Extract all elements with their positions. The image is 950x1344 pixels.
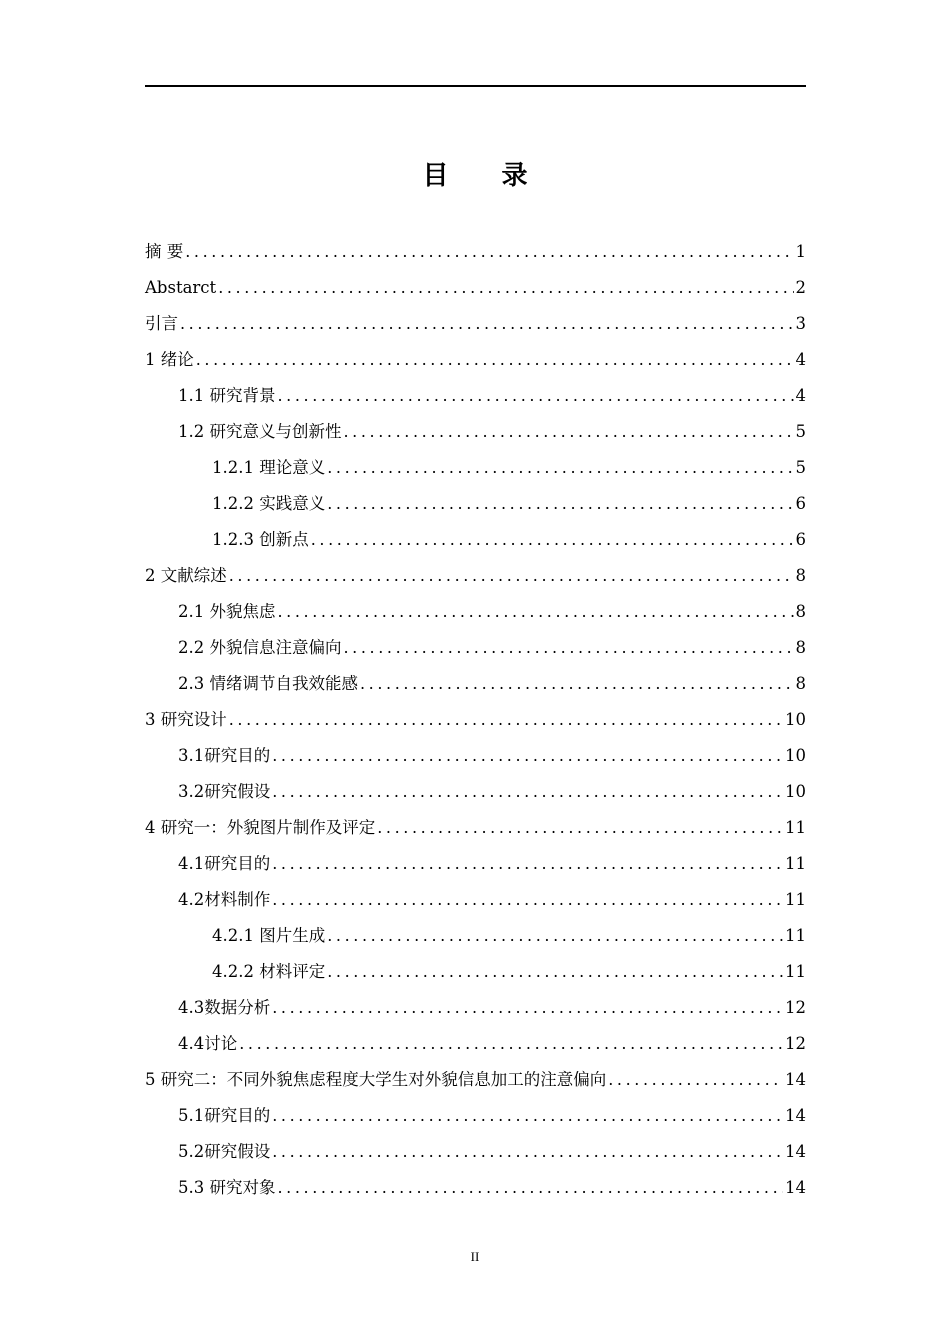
toc-entry-1[interactable] xyxy=(145,234,806,270)
toc-entry-4[interactable] xyxy=(145,342,806,378)
toc-entry-label: 4.2材料制作 xyxy=(178,890,271,909)
toc-entry-page-number: 4 xyxy=(795,386,806,405)
toc-entry-20[interactable] xyxy=(145,918,806,954)
toc-entry-26[interactable] xyxy=(145,1134,806,1170)
toc-entry-page-number: 8 xyxy=(795,602,806,621)
toc-entry-label: 摘 要 xyxy=(145,242,184,261)
toc-entry-label: Abstarct xyxy=(145,278,217,297)
toc-entry-9[interactable] xyxy=(145,522,806,558)
toc-entry-label: 4.1研究目的 xyxy=(178,854,271,873)
toc-entry-18[interactable] xyxy=(145,846,806,882)
toc-dot-leader xyxy=(342,630,794,666)
toc-entry-page-number: 6 xyxy=(795,530,806,549)
toc-entry-page-number: 3 xyxy=(795,314,806,333)
toc-entry-label: 5.1研究目的 xyxy=(178,1106,271,1125)
toc-entry-label: 2 文献综述 xyxy=(145,566,227,585)
toc-entry-page-number: 14 xyxy=(785,1178,806,1197)
toc-dot-leader xyxy=(325,918,783,954)
toc-entry-27[interactable] xyxy=(145,1170,806,1206)
toc-entry-3[interactable] xyxy=(145,306,806,342)
toc-entry-7[interactable] xyxy=(145,450,806,486)
toc-dot-leader xyxy=(276,1170,784,1206)
toc-entry-page-number: 8 xyxy=(795,674,806,693)
toc-dot-leader xyxy=(227,702,783,738)
toc-entry-label: 5.3 研究对象 xyxy=(178,1178,276,1197)
toc-dot-leader xyxy=(276,378,794,414)
toc-entry-19[interactable] xyxy=(145,882,806,918)
toc-entry-label: 5.2研究假设 xyxy=(178,1142,271,1161)
toc-entry-label: 3.2研究假设 xyxy=(178,782,271,801)
toc-dot-leader xyxy=(178,306,794,342)
toc-entry-page-number: 14 xyxy=(785,1142,806,1161)
toc-entry-label: 4.3数据分析 xyxy=(178,998,271,1017)
toc-entry-label: 4.2.1 图片生成 xyxy=(212,926,326,945)
toc-entry-label: 1.2 研究意义与创新性 xyxy=(178,422,342,441)
toc-dot-leader xyxy=(325,486,793,522)
toc-entry-page-number: 1 xyxy=(795,242,806,261)
toc-entry-14[interactable] xyxy=(145,702,806,738)
toc-entry-21[interactable] xyxy=(145,954,806,990)
toc-dot-leader xyxy=(270,846,783,882)
toc-dot-leader xyxy=(309,522,794,558)
table-of-contents xyxy=(145,234,806,1206)
toc-entry-page-number: 12 xyxy=(785,998,806,1017)
toc-entry-page-number: 12 xyxy=(785,1034,806,1053)
toc-entry-12[interactable] xyxy=(145,630,806,666)
toc-dot-leader xyxy=(194,342,794,378)
toc-dot-leader xyxy=(606,1062,783,1098)
toc-dot-leader xyxy=(183,234,793,270)
toc-entry-label: 1.2.2 实践意义 xyxy=(212,494,326,513)
toc-entry-page-number: 11 xyxy=(785,926,806,945)
toc-entry-13[interactable] xyxy=(145,666,806,702)
toc-entry-label: 3 研究设计 xyxy=(145,710,227,729)
footer-page-number: II xyxy=(470,1249,480,1264)
toc-entry-15[interactable] xyxy=(145,738,806,774)
toc-dot-leader xyxy=(325,450,793,486)
toc-entry-label: 2.3 情绪调节自我效能感 xyxy=(178,674,358,693)
toc-entry-2[interactable] xyxy=(145,270,806,306)
toc-entry-label: 4 研究一：外貌图片制作及评定 xyxy=(145,818,376,837)
toc-entry-5[interactable] xyxy=(145,378,806,414)
toc-dot-leader xyxy=(342,414,794,450)
toc-entry-25[interactable] xyxy=(145,1098,806,1134)
toc-entry-label: 1.2.1 理论意义 xyxy=(212,458,326,477)
toc-entry-page-number: 11 xyxy=(785,854,806,873)
toc-dot-leader xyxy=(276,594,794,630)
toc-entry-label: 2.1 外貌焦虑 xyxy=(178,602,276,621)
toc-entry-label: 1 绪论 xyxy=(145,350,194,369)
toc-dot-leader xyxy=(325,954,783,990)
toc-entry-22[interactable] xyxy=(145,990,806,1026)
toc-entry-10[interactable] xyxy=(145,558,806,594)
toc-entry-page-number: 14 xyxy=(785,1106,806,1125)
toc-entry-page-number: 14 xyxy=(785,1070,806,1089)
toc-entry-24[interactable] xyxy=(145,1062,806,1098)
toc-entry-23[interactable] xyxy=(145,1026,806,1062)
toc-entry-label: 4.4讨论 xyxy=(178,1034,238,1053)
toc-entry-label: 3.1研究目的 xyxy=(178,746,271,765)
toc-entry-8[interactable] xyxy=(145,486,806,522)
toc-entry-page-number: 10 xyxy=(785,746,806,765)
toc-dot-leader xyxy=(270,1134,783,1170)
toc-entry-label: 1.1 研究背景 xyxy=(178,386,276,405)
toc-entry-label: 2.2 外貌信息注意偏向 xyxy=(178,638,342,657)
toc-entry-page-number: 2 xyxy=(795,278,806,297)
toc-entry-6[interactable] xyxy=(145,414,806,450)
toc-entry-page-number: 4 xyxy=(795,350,806,369)
toc-entry-page-number: 11 xyxy=(785,890,806,909)
toc-dot-leader xyxy=(270,774,783,810)
toc-entry-page-number: 11 xyxy=(785,962,806,981)
toc-dot-leader xyxy=(270,1098,783,1134)
toc-entry-label: 4.2.2 材料评定 xyxy=(212,962,326,981)
header-rule xyxy=(145,85,806,87)
toc-entry-page-number: 11 xyxy=(785,818,806,837)
toc-entry-label: 1.2.3 创新点 xyxy=(212,530,309,549)
toc-dot-leader xyxy=(270,738,783,774)
toc-entry-label: 引言 xyxy=(145,314,178,333)
toc-dot-leader xyxy=(237,1026,783,1062)
toc-entry-11[interactable] xyxy=(145,594,806,630)
toc-dot-leader xyxy=(358,666,794,702)
page-title: 目 录 xyxy=(422,161,550,191)
toc-entry-page-number: 8 xyxy=(795,566,806,585)
toc-dot-leader xyxy=(270,882,783,918)
toc-entry-page-number: 5 xyxy=(795,422,806,441)
toc-entry-page-number: 10 xyxy=(785,710,806,729)
toc-entry-page-number: 8 xyxy=(795,638,806,657)
toc-dot-leader xyxy=(216,270,793,306)
toc-entry-page-number: 10 xyxy=(785,782,806,801)
toc-dot-leader xyxy=(270,990,783,1026)
toc-entry-17[interactable] xyxy=(145,810,806,846)
toc-dot-leader xyxy=(375,810,783,846)
toc-dot-leader xyxy=(227,558,794,594)
toc-entry-label: 5 研究二：不同外貌焦虑程度大学生对外貌信息加工的注意偏向 xyxy=(145,1070,607,1089)
toc-entry-page-number: 6 xyxy=(795,494,806,513)
toc-entry-page-number: 5 xyxy=(795,458,806,477)
toc-entry-16[interactable] xyxy=(145,774,806,810)
